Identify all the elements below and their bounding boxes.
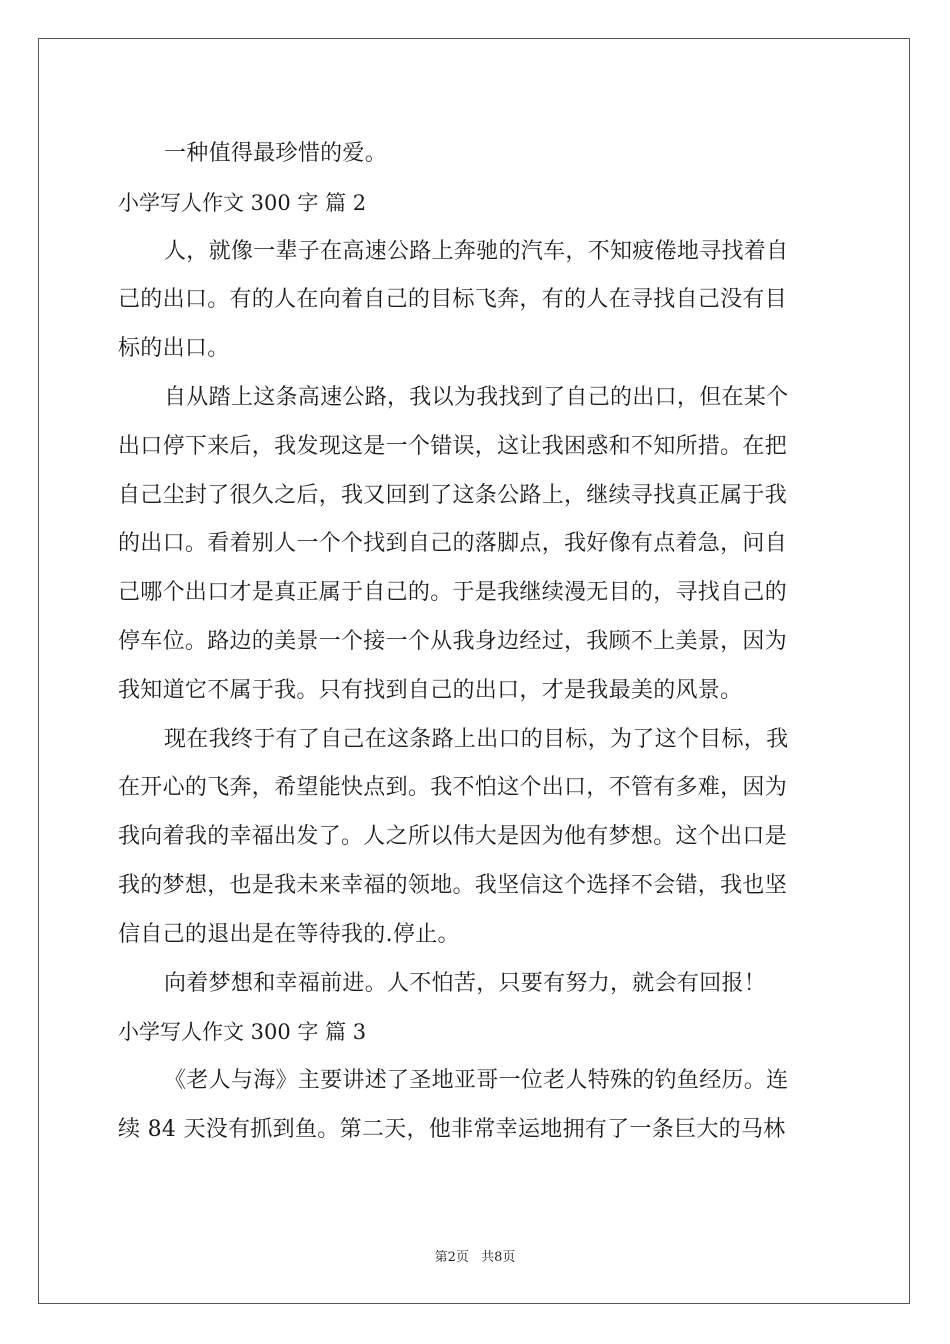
text-line: 我知道它不属于我。只有找到自己的出口，才是我最美的风景。	[118, 677, 743, 703]
text-line: 我向着我的幸福出发了。人之所以伟大是因为他有梦想。这个出口是	[118, 824, 788, 850]
text-line: 己的出口。有的人在向着自己的目标飞奔，有的人在寻找自己没有目	[118, 287, 788, 313]
text-line: 一种值得最珍惜的爱。	[164, 141, 388, 166]
text-line: 现在我终于有了自己在这条路上出口的目标，为了这个目标，我	[164, 726, 789, 752]
text-line: 出口停下来后，我发现这是一个错误，这让我困惑和不知所措。在把	[118, 433, 788, 459]
text-line: 《老人与海》主要讲述了圣地亚哥一位老人特殊的钓鱼经历。连	[164, 1068, 789, 1094]
text-line: 己哪个出口才是真正属于自己的。于是我继续漫无目的，寻找自己的	[118, 580, 788, 606]
text-line: 在开心的飞奔，希望能快点到。我不怕这个出口，不管有多难，因为	[118, 775, 788, 801]
text-line: 续 84 天没有抓到鱼。第二天，他非常幸运地拥有了一条巨大的马林	[118, 1116, 786, 1142]
text-line: 停车位。路边的美景一个接一个从我身边经过，我顾不上美景，因为	[118, 628, 788, 654]
page-total: 共8页	[481, 1250, 516, 1265]
section-heading: 小学写人作文 300 字 篇 2	[118, 190, 367, 215]
text-line: 向着梦想和幸福前进。人不怕苦，只要有努力，就会有回报！	[164, 970, 767, 996]
document-body	[118, 130, 834, 1155]
page-number: 第2页	[434, 1250, 469, 1265]
text-line: 人，就像一辈子在高速公路上奔驰的汽车，不知疲倦地寻找着自	[164, 238, 789, 264]
text-line: 自从踏上这条高速公路，我以为我找到了自己的出口，但在某个	[164, 384, 789, 410]
text-line: 的出口。看着别人一个个找到自己的落脚点，我好像有点着急，问自	[118, 531, 788, 557]
section-heading: 小学写人作文 300 字 篇 3	[118, 1020, 367, 1045]
text-line: 自己尘封了很久之后，我又回到了这条公路上，继续寻找真正属于我	[118, 482, 788, 508]
text-line: 标的出口。	[118, 336, 230, 362]
page-footer	[0, 1246, 950, 1265]
text-line: 我的梦想，也是我未来幸福的领地。我坚信这个选择不会错，我也坚	[118, 872, 788, 898]
text-line: 信自己的退出是在等待我的.停止。	[118, 921, 460, 947]
